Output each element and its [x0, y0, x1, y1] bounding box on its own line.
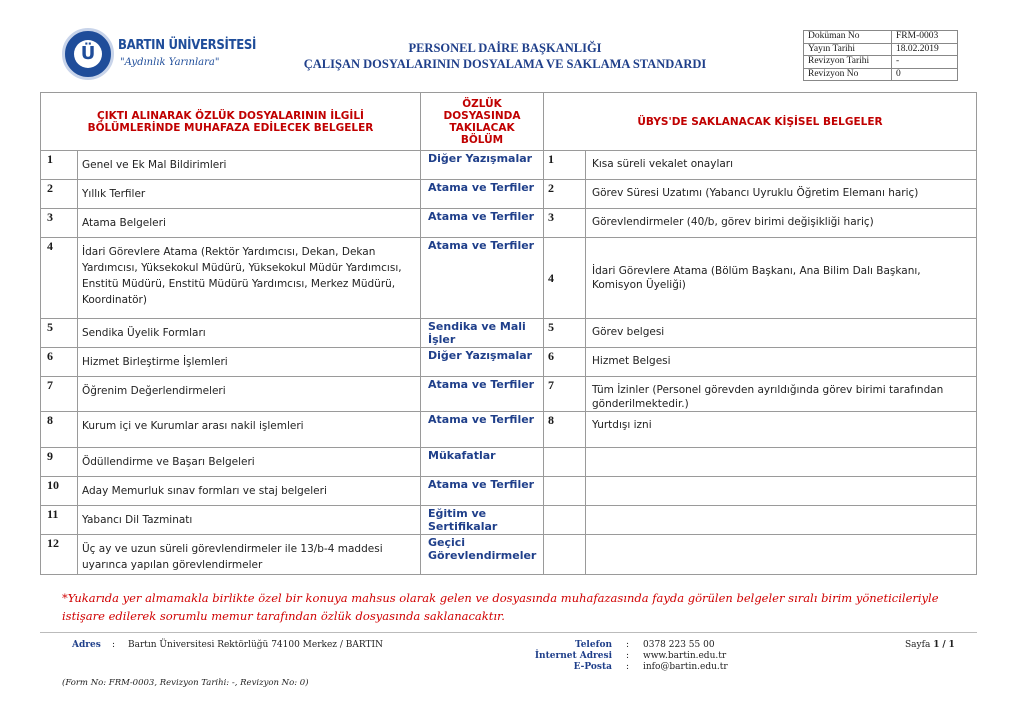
web-value[interactable]: www.bartin.edu.tr [643, 651, 727, 661]
ubys-document-name: Görev Süresi Uzatımı (Yabancı Uyruklu Öğretim Elemanı hariç) [586, 180, 977, 209]
header-file-section: ÖZLÜK DOSYASINDA TAKILACAK BÖLÜM [421, 93, 544, 151]
document-name: Genel ve Ek Mal Bildirimleri [78, 151, 421, 180]
table-row [41, 377, 977, 412]
email-colon: : [626, 662, 630, 672]
file-section: Atama ve Terfiler [421, 180, 544, 209]
table-row [41, 319, 977, 348]
file-section: Atama ve Terfiler [421, 209, 544, 238]
document-info-table [803, 30, 958, 81]
docinfo-row [804, 68, 958, 81]
ubys-row-number: 3 [544, 209, 586, 238]
docinfo-row [804, 56, 958, 69]
file-section: Eğitim ve Sertifikalar [421, 506, 544, 535]
page-separator: / [942, 640, 946, 650]
phone-label: Telefon [575, 640, 612, 650]
header-personnel-file-documents: ÇIKTI ALINARAK ÖZLÜK DOSYALARININ İLGİLİ BÖLÜMLERİNDE MUHAFAZA EDİLECEK BELGELER [41, 93, 421, 151]
row-number: 1 [41, 151, 78, 180]
document-name: Aday Memurluk sınav formları ve staj belgeleri [78, 477, 421, 506]
logo-mark: Ü [74, 40, 102, 68]
ubys-document-name [586, 448, 977, 477]
phone-value: 0378 223 55 00 [643, 640, 715, 650]
ubys-row-number [544, 477, 586, 506]
ubys-document-name: Tüm İzinler (Personel görevden ayrıldığında görev birimi tarafından gönderilmektedir.) [586, 377, 977, 412]
ubys-row-number: 2 [544, 180, 586, 209]
ubys-row-number: 6 [544, 348, 586, 377]
docinfo-label: Yayın Tarihi [804, 43, 892, 56]
web-colon: : [626, 651, 630, 661]
docinfo-row [804, 43, 958, 56]
file-section: Geçici Görevlendirmeler [421, 535, 544, 575]
docinfo-value: 18.02.2019 [892, 43, 958, 56]
ubys-row-number [544, 535, 586, 575]
ubys-row-number [544, 506, 586, 535]
document-name: Üç ay ve uzun süreli görevlendirmeler ile 13/b-4 maddesi uyarınca yapılan görevlendirmeler [78, 535, 421, 575]
row-number: 4 [41, 238, 78, 319]
ubys-row-number: 1 [544, 151, 586, 180]
row-number: 6 [41, 348, 78, 377]
ubys-document-name [586, 506, 977, 535]
docinfo-label: Revizyon Tarihi [804, 56, 892, 69]
file-section: Atama ve Terfiler [421, 412, 544, 448]
header-ubys-documents: ÜBYS'DE SAKLANACAK KİŞİSEL BELGELER [544, 93, 977, 151]
footnote: *Yukarıda yer almamakla birlikte özel bir konuya mahsus olarak gelen ve dosyasında muhafazasında fayda görülen belgeler sıralı birim yöneticileriyle istişare edilerek sorumlu memur tarafından özlük dosyasında saklanacaktır. [62, 591, 939, 623]
document-name: Yabancı Dil Tazminatı [78, 506, 421, 535]
document-name: Öğrenim Değerlendirmeleri [78, 377, 421, 412]
ubys-document-name: Hizmet Belgesi [586, 348, 977, 377]
document-name: Hizmet Birleştirme İşlemleri [78, 348, 421, 377]
page-indicator [905, 640, 955, 650]
docinfo-value: - [892, 56, 958, 69]
university-logo [60, 26, 257, 82]
form-number: (Form No: FRM-0003, Revizyon Tarihi: -, Revizyon No: 0) [62, 678, 309, 688]
ubys-row-number: 4 [544, 238, 586, 319]
file-section: Atama ve Terfiler [421, 238, 544, 319]
document-name: Ödüllendirme ve Başarı Belgeleri [78, 448, 421, 477]
phone-colon: : [626, 640, 630, 650]
file-section: Diğer Yazışmalar [421, 348, 544, 377]
file-section: Sendika ve Mali İşler [421, 319, 544, 348]
university-tagline: "Aydınlık Yarınlara" [120, 57, 220, 68]
email-value[interactable]: info@bartin.edu.tr [643, 662, 728, 672]
records-table [40, 92, 977, 575]
docinfo-label: Revizyon No [804, 68, 892, 81]
email-label: E-Posta [573, 662, 612, 672]
docinfo-value: 0 [892, 68, 958, 81]
table-row [41, 412, 977, 448]
table-row [41, 506, 977, 535]
file-section: Atama ve Terfiler [421, 477, 544, 506]
document-title [290, 40, 720, 72]
table-row [41, 238, 977, 319]
table-row [41, 151, 977, 180]
ubys-document-name: Kısa süreli vekalet onayları [586, 151, 977, 180]
file-section: Atama ve Terfiler [421, 377, 544, 412]
table-row [41, 448, 977, 477]
row-number: 11 [41, 506, 78, 535]
table-row [41, 180, 977, 209]
page-total: 1 [948, 640, 955, 650]
ubys-row-number: 7 [544, 377, 586, 412]
document-name: İdari Görevlere Atama (Rektör Yardımcısı, Dekan, Dekan Yardımcısı, Yüksekokul Müdürü, Yüksekokul Müdür Yardımcısı, Enstitü Müdürü, Enstitü Müdürü Yardımcısı, Merkez Müdürü, Koordinatör) [78, 238, 421, 319]
footer-divider [40, 632, 977, 633]
page-current: 1 [933, 640, 940, 650]
document-name: Sendika Üyelik Formları [78, 319, 421, 348]
row-number: 7 [41, 377, 78, 412]
document-name: Yıllık Terfiler [78, 180, 421, 209]
row-number: 9 [41, 448, 78, 477]
ubys-document-name: Yurtdışı izni [586, 412, 977, 448]
row-number: 3 [41, 209, 78, 238]
address-label: Adres [72, 640, 101, 650]
row-number: 2 [41, 180, 78, 209]
ubys-row-number: 8 [544, 412, 586, 448]
table-row [41, 209, 977, 238]
file-section: Mükafatlar [421, 448, 544, 477]
row-number: 10 [41, 477, 78, 506]
document-name: Atama Belgeleri [78, 209, 421, 238]
ubys-document-name: Görevlendirmeler (40/b, görev birimi değişikliği hariç) [586, 209, 977, 238]
row-number: 5 [41, 319, 78, 348]
address-colon: : [112, 640, 116, 650]
logo-emblem-icon [62, 28, 114, 80]
file-section: Diğer Yazışmalar [421, 151, 544, 180]
title-line-1: PERSONEL DAİRE BAŞKANLIĞI [408, 41, 602, 55]
row-number: 12 [41, 535, 78, 575]
row-number: 8 [41, 412, 78, 448]
university-name: BARTIN ÜNİVERSİTESİ [118, 38, 257, 53]
table-row [41, 348, 977, 377]
page-label: Sayfa [905, 640, 931, 650]
address-value: Bartın Üniversitesi Rektörlüğü 74100 Merkez / BARTIN [128, 640, 383, 650]
ubys-document-name [586, 477, 977, 506]
ubys-row-number: 5 [544, 319, 586, 348]
table-row [41, 535, 977, 575]
docinfo-label: Doküman No [804, 31, 892, 44]
ubys-document-name [586, 535, 977, 575]
ubys-row-number [544, 448, 586, 477]
ubys-document-name: Görev belgesi [586, 319, 977, 348]
ubys-document-name: İdari Görevlere Atama (Bölüm Başkanı, Ana Bilim Dalı Başkanı, Komisyon Üyeliği) [586, 238, 977, 319]
document-name: Kurum içi ve Kurumlar arası nakil işlemleri [78, 412, 421, 448]
table-row [41, 477, 977, 506]
docinfo-value: FRM-0003 [892, 31, 958, 44]
title-line-2: ÇALIŞAN DOSYALARININ DOSYALAMA VE SAKLAMA STANDARDI [303, 57, 707, 71]
web-label: İnternet Adresi [534, 651, 612, 661]
docinfo-row [804, 31, 958, 44]
